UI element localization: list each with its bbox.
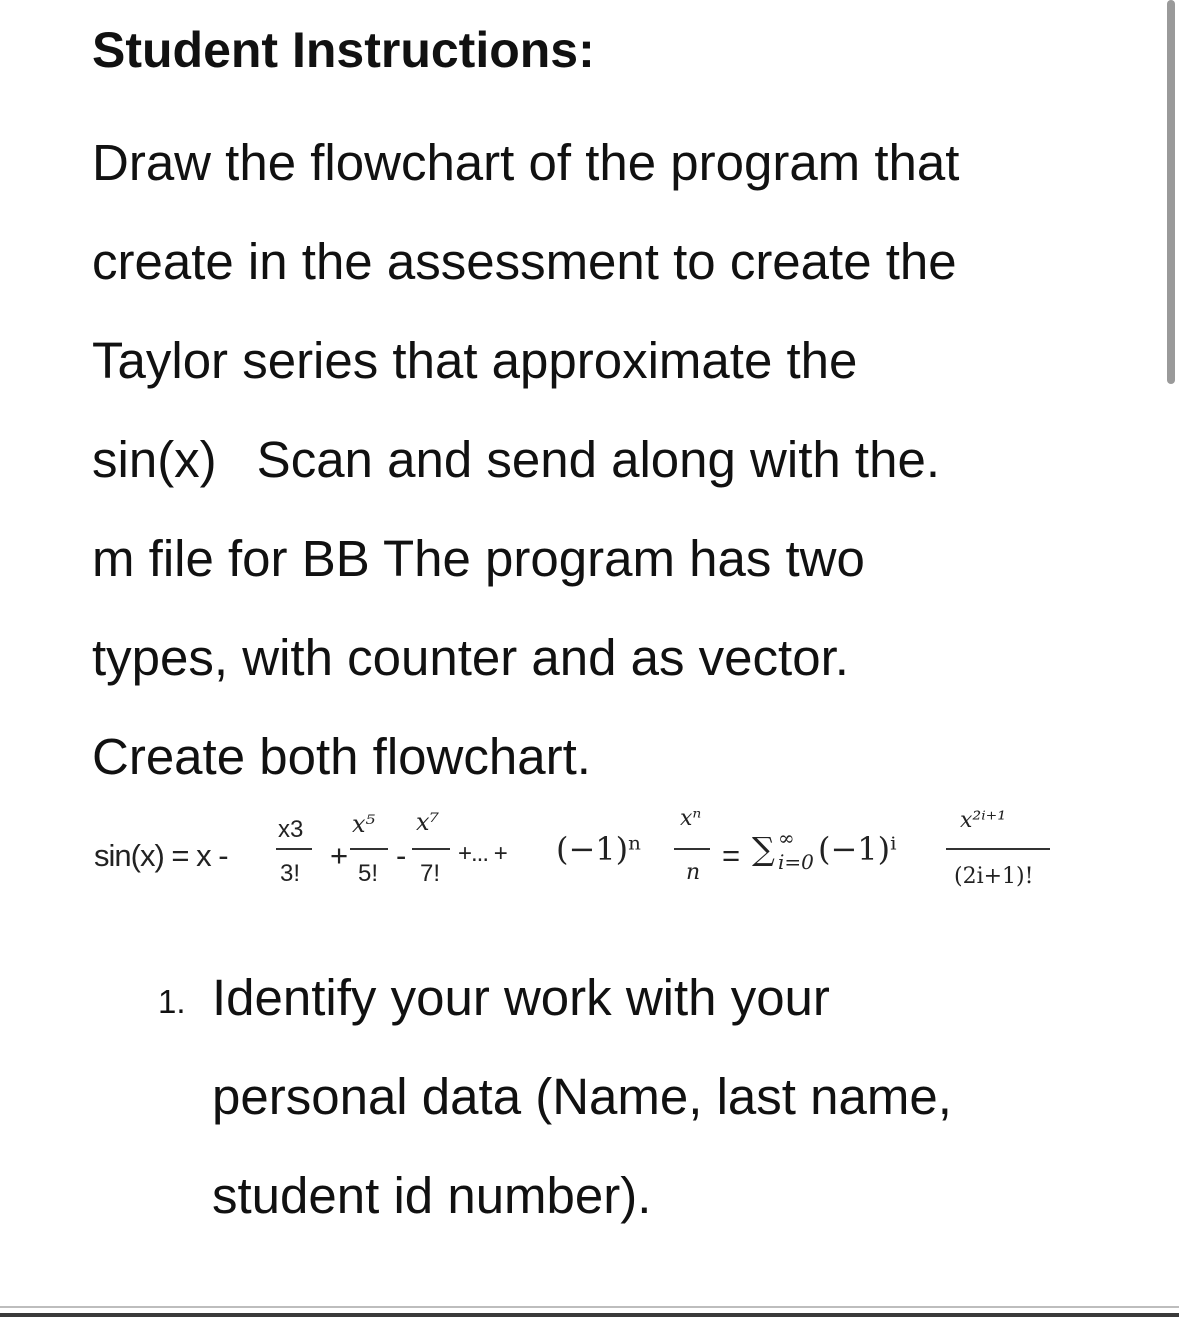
scan-text: Scan and send along with the. — [256, 431, 940, 488]
termn-numerator: xⁿ — [680, 806, 702, 831]
instructions-heading: Student Instructions: — [92, 22, 595, 78]
term3-denominator: 7! — [420, 860, 441, 887]
term1-numerator: x3 — [278, 816, 304, 843]
formula-plus-1: + — [330, 838, 348, 873]
term2-fraction-bar — [350, 848, 388, 850]
sum-upper-limit: ∞ — [778, 826, 795, 850]
termn-fraction-bar — [674, 848, 710, 850]
list-item-line-1: Identify your work with your — [212, 969, 830, 1026]
taylor-series-formula — [94, 800, 1074, 910]
paragraph-line-7: Create both flowchart. — [92, 728, 591, 785]
paragraph-line-4 — [92, 430, 940, 490]
sum-symbol: ∑ — [752, 830, 775, 868]
term3-fraction-bar — [412, 848, 450, 850]
term2-numerator: x⁵ — [352, 810, 376, 838]
list-item-line-2: personal data (Name, last name, — [212, 1068, 952, 1125]
paragraph-line-3: Taylor series that approximate the — [92, 332, 858, 389]
formula-neg-one-n: (−1)ⁿ — [556, 830, 642, 868]
sum-lower-limit: i=0 — [778, 850, 814, 874]
series-denominator: (2i+1)! — [954, 864, 1034, 889]
series-fraction-bar — [946, 848, 1050, 850]
list-item-line-3: student id number). — [212, 1167, 652, 1224]
termn-denominator: n — [686, 860, 701, 885]
term1-denominator: 3! — [280, 860, 301, 887]
sin-x-text: sin(x) — [92, 431, 217, 488]
series-numerator: x²ⁱ⁺¹ — [960, 808, 1007, 833]
formula-ellipsis: +... + — [458, 840, 507, 867]
paragraph-line-2: create in the assessment to create the — [92, 233, 957, 290]
paragraph-line-5: m file for BB The program has two — [92, 530, 865, 587]
term3-numerator: x⁷ — [416, 808, 440, 836]
formula-neg-one-i: (−1)ⁱ — [818, 830, 897, 868]
formula-equals: = — [722, 838, 740, 873]
paragraph-line-6: types, with counter and as vector. — [92, 629, 849, 686]
formula-minus-1: - — [396, 838, 406, 873]
list-marker-1: 1. — [158, 983, 186, 1020]
formula-lhs: sin(x) = x - — [94, 838, 228, 873]
vertical-scrollbar[interactable] — [1165, 0, 1175, 400]
term1-fraction-bar — [276, 848, 312, 850]
scrollbar-thumb[interactable] — [1167, 0, 1175, 384]
term2-denominator: 5! — [358, 860, 379, 887]
bottom-divider-light — [0, 1306, 1179, 1308]
bottom-divider — [0, 1313, 1179, 1317]
paragraph-line-1: Draw the flowchart of the program that — [92, 134, 960, 191]
